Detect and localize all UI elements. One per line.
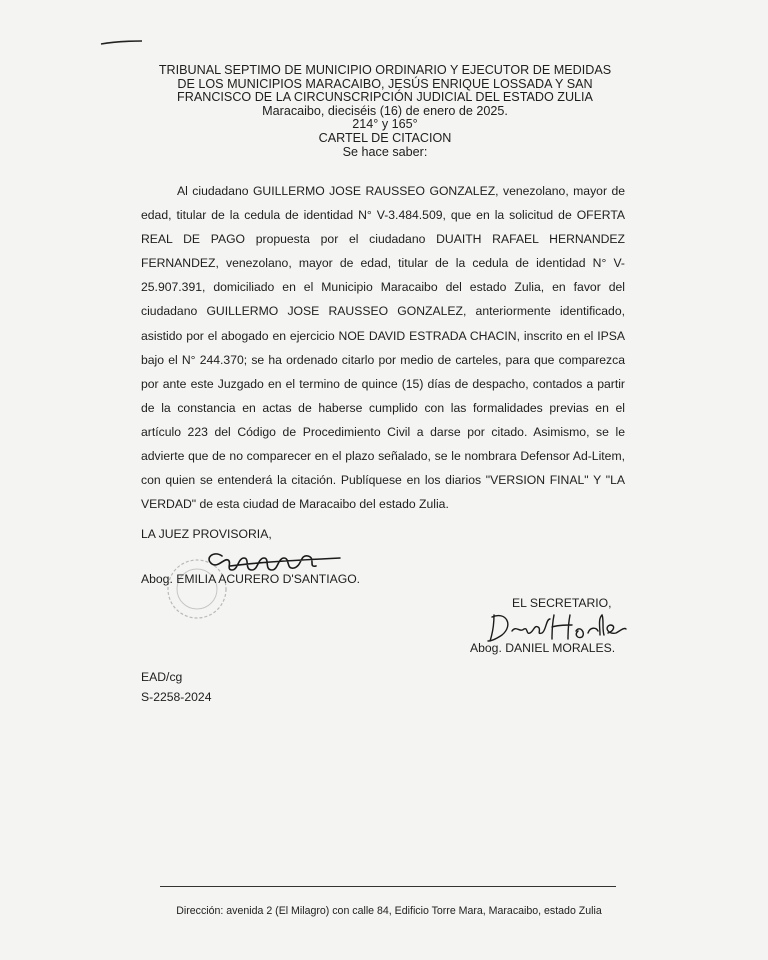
judge-title: LA JUEZ PROVISORIA, [141,527,272,541]
pen-mark [100,38,144,48]
citation-paragraph: Al ciudadano GUILLERMO JOSE RAUSSEO GONZALEZ, venezolano, mayor de edad, titular de la cedula de identidad N° V-3.484.509, que en la solicitud de OFERTA REAL DE PAGO propuesta por el ciudadano DUAITH RAFAEL HERNANDEZ FERNANDEZ, venezolano, mayor de edad, titular de la cedula de identidad N° V-25.907.391, domiciliado en el Municipio Maracaibo del estado Zulia, en favor del ciudadano GUILLERMO JOSE RAUSSEO GONZALEZ, anteriormente identificado, asistido por el abogado en ejercicio NOE DAVID ESTRADA CHACIN, inscrito en el IPSA bajo el N° 244.370; se ha ordenado citarlo por medio de carteles, para que comparezca por ante este Juzgado en el termino de quince (15) días de despacho, contados a partir de la constancia en actas de haberse cumplido con las formalidades previas en el artículo 223 del Código de Procedimiento Civil a darse por citado. Asimismo, se le advierte que de no comparecer en el plazo señalado, se le nombrara Defensor Ad-Litem, con quien se entenderá la citación. Publíquese en los diarios "VERSION FINAL" Y "LA VERDAD" de esta ciudad de Maracaibo del estado Zulia. [141,184,625,512]
judge-signature [200,536,360,576]
judge-name: Abog. EMILIA ACURERO D'SANTIAGO. [141,572,361,586]
file-number: S-2258-2024 [141,690,212,704]
court-name-line-2: DE LOS MUNICIPIOS MARACAIBO, JESÚS ENRIQUE LOSSADA Y SAN [177,76,593,91]
document-title: CARTEL DE CITACION [318,130,452,145]
document-header [130,64,640,159]
document-subtitle: Se hace saber: [342,144,428,159]
secretary-signature [484,605,644,645]
reference-initials: EAD/cg [141,670,183,684]
citation-body [141,179,625,516]
secretary-title: EL SECRETARIO, [512,596,612,610]
footer-divider [160,886,616,887]
footer-address: Dirección: avenida 2 (El Milagro) con calle 84, Edificio Torre Mara, Maracaibo, estado Zulia [176,905,602,917]
court-name-line-1: TRIBUNAL SEPTIMO DE MUNICIPIO ORDINARIO Y EJECUTOR DE MEDIDAS [158,63,612,77]
court-name-line-3: FRANCISCO DE LA CIRCUNSCRIPCIÓN JUDICIAL DEL ESTADO ZULIA [177,90,593,105]
document-date: Maracaibo, dieciséis (16) de enero de 2025. [262,103,508,118]
secretary-name: Abog. DANIEL MORALES. [470,641,616,655]
historical-years: 214° y 165° [352,117,418,132]
